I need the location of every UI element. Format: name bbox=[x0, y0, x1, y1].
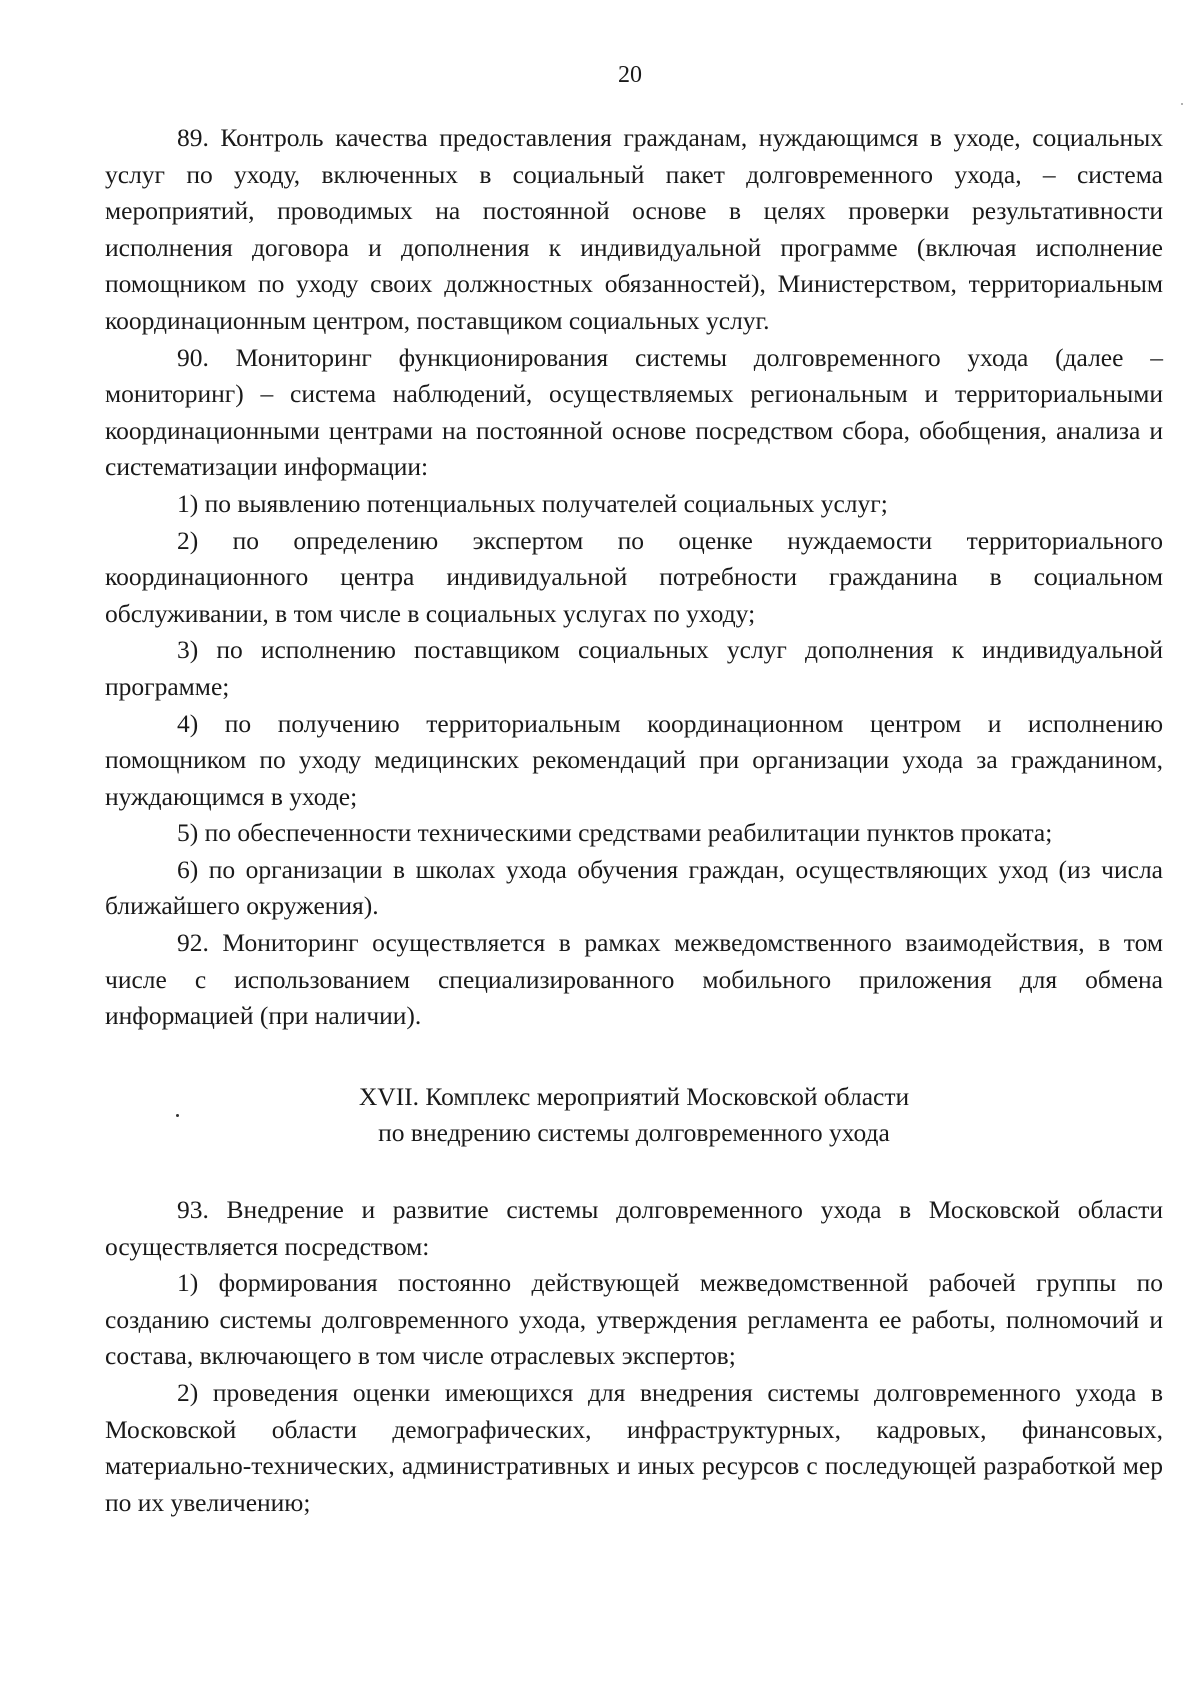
list-item-6: 6) по организации в школах ухода обучения граждан, осуществляющих уход (из числа ближайшего окружения). bbox=[105, 854, 1163, 921]
document-body bbox=[105, 120, 1163, 1521]
list-item-93-2: 2) проведения оценки имеющихся для внедрения системы долговременного ухода в Московской области демографических, инфраструктурных, кадровых, финансовых, материально-технических, административных и иных ресурсов с последующей разработкой мер по их увеличению; bbox=[105, 1378, 1163, 1517]
list-item-93-1: 1) формирования постоянно действующей межведомственной рабочей группы по созданию системы долговременного ухода, утверждения регламента ее работы, полномочий и состава, включающего в том числе отраслевых экспертов; bbox=[105, 1268, 1163, 1371]
page-number: 20 bbox=[618, 62, 642, 88]
paragraph-92: 92. Мониторинг осуществляется в рамках межведомственного взаимодействия, в том числе с использованием специализированного мобильного приложения для обмена информацией (при наличии). bbox=[105, 928, 1163, 1031]
paragraph-93: 93. Внедрение и развитие системы долговременного ухода в Московской области осуществляется посредством: bbox=[105, 1195, 1163, 1261]
section-heading bbox=[105, 1079, 1163, 1152]
list-item-1: 1) по выявлению потенциальных получателей социальных услуг; bbox=[177, 488, 888, 518]
paragraph-90: 90. Мониторинг функционирования системы долговременного ухода (далее – мониторинг) – система наблюдений, осуществляемых региональным и территориальными координационными центрами на постоянной основе посредством сбора, обобщения, анализа и систематизации информации: bbox=[105, 342, 1163, 482]
section-heading-line-2: по внедрению системы долговременного ухода bbox=[378, 1118, 890, 1148]
section-heading-line-1: XVII. Комплекс мероприятий Московской области bbox=[358, 1081, 910, 1111]
list-item-4: 4) по получению территориальным координационном центром и исполнению помощником по уходу медицинских рекомендаций при организации ухода за гражданином, нуждающимся в уходе; bbox=[105, 708, 1163, 811]
list-item-5: 5) по обеспеченности техническими средствами реабилитации пунктов проката; bbox=[177, 818, 1053, 848]
list-item-3: 3) по исполнению поставщиком социальных услуг дополнения к индивидуальной программе; bbox=[105, 635, 1163, 701]
list-item-2: 2) по определению экспертом по оценке нуждаемости территориального координационного центра индивидуальной потребности гражданина в социальном обслуживании, в том числе в социальных услугах по уходу; bbox=[105, 525, 1163, 628]
paragraph-89: 89. Контроль качества предоставления гражданам, нуждающимся в уходе, социальных услуг по уходу, включенных в социальный пакет долговременного ухода, – система мероприятий, проводимых на постоянной основе в целях проверки результативности исполнения договора и дополнения к индивидуальной программе (включая исполнение помощником по уходу своих должностных обязанностей), Министерством, территориальным координационным центром, поставщиком социальных услуг. bbox=[105, 123, 1163, 335]
scan-speck bbox=[1181, 103, 1183, 105]
